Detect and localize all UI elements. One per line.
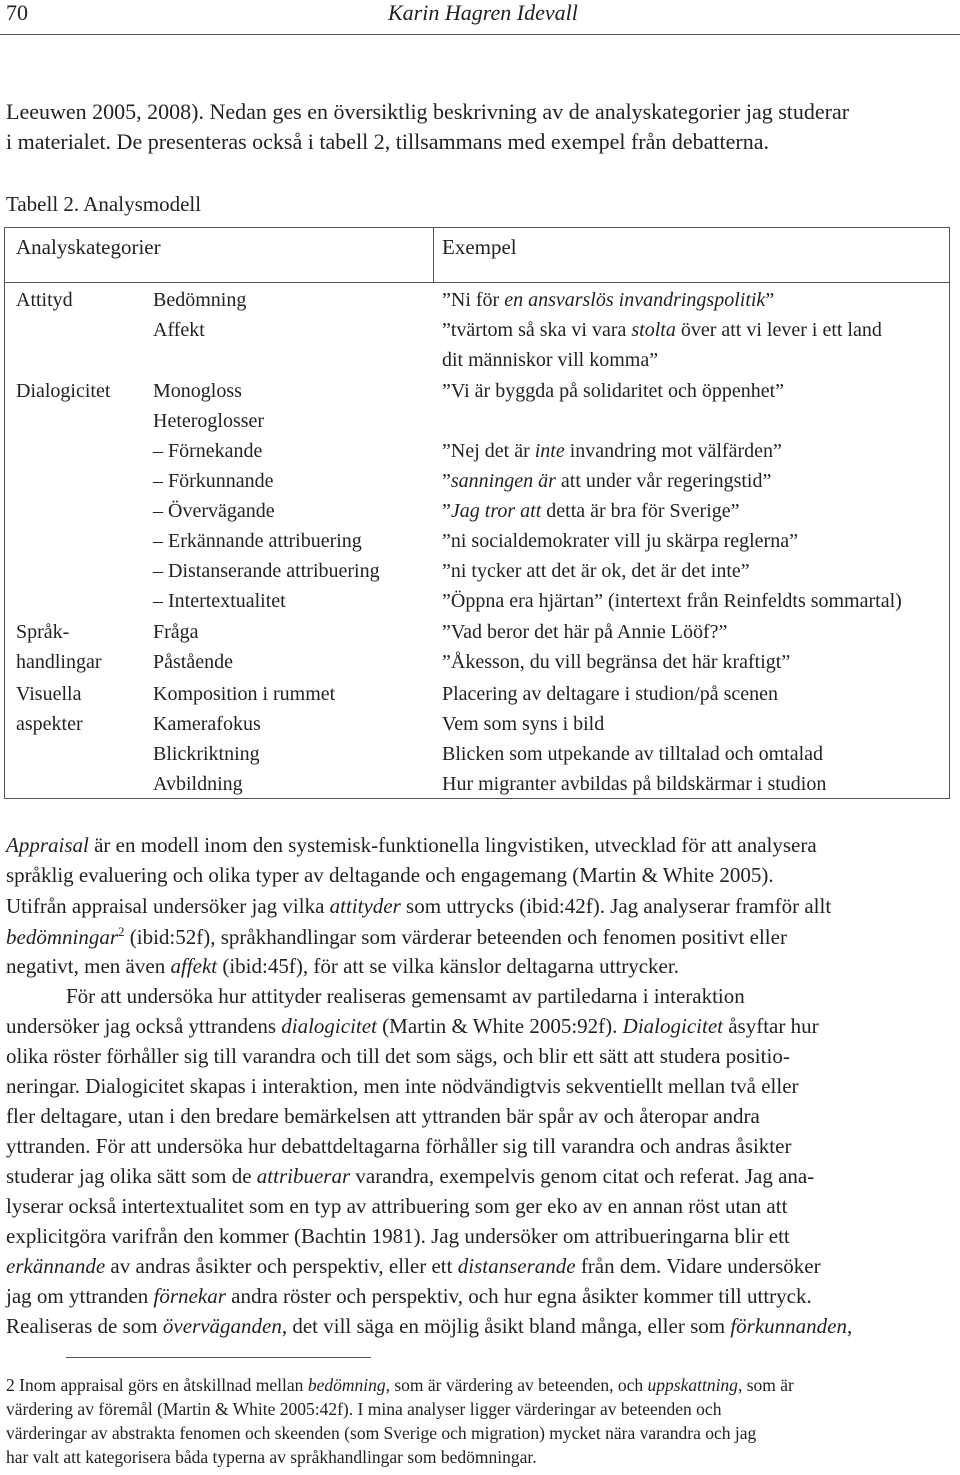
subcategory-cell: Kamerafokus [153,713,261,735]
example-cell: ”Vi är byggda på solidaritet och öppenhet” [442,380,785,402]
table-header-rule [5,282,949,283]
body-line: neringar. Dialogicitet skapas i interaktion, men inte nödvändigtvis sekventiellt mellan två eller [6,1074,799,1098]
example-cell: Blicken som utpekande av tilltalad och omtalad [442,743,824,765]
example-cell: ”Ni för en ansvarslös invandringspolitik” [442,289,775,311]
subcategory-cell: – Erkännande attribuering [153,530,362,552]
example-cell: ”Öppna era hjärtan” (intertext från Reinfeldts sommartal) [442,590,902,612]
body-line: Utifrån appraisal undersöker jag vilka attityder som uttrycks (ibid:42f). Jag analyserar framför allt [6,894,832,918]
subcategory-cell: – Förnekande [153,440,263,462]
body-line: erkännande av andras åsikter och perspektiv, eller ett distanserande från dem. Vidare undersöker [6,1254,821,1278]
subcategory-cell: Monogloss [153,380,242,402]
table-header-divider [433,228,434,282]
subcategory-cell: – Förkunnande [153,470,274,492]
intro-line-2: i materialet. De presenteras också i tabell 2, tillsammans med exempel från debatterna. [6,129,769,154]
category-cell: handlingar [16,651,102,673]
body-line: explicitgöra varifrån den kommer (Bachtin 1981). Jag undersöker om attribueringarna blir ett [6,1224,790,1248]
example-cell: ”Vad beror det här på Annie Lööf?” [442,621,728,643]
example-cell: ”Åkesson, du vill begränsa det här kraftigt” [442,651,791,673]
body-line: negativt, men även affekt (ibid:45f), för att se vilka känslor deltagarna uttrycker. [6,954,679,978]
example-cell: ”tvärtom så ska vi vara stolta över att vi lever i ett land [442,319,882,341]
subcategory-cell: – Distanserande attribuering [153,560,380,582]
subcategory-cell: Heteroglosser [153,410,265,432]
subcategory-cell: – Intertextualitet [153,590,286,612]
category-cell: Visuella [16,683,82,705]
footnote-rule [66,1357,371,1358]
body-line: undersöker jag också yttrandens dialogicitet (Martin & White 2005:92f). Dialogicitet åsyftar hur [6,1014,819,1038]
body-line: jag om yttranden förnekar andra röster och perspektiv, och hur egna åsikter kommer till uttryck. [6,1284,812,1308]
table-header-categories: Analyskategorier [16,235,161,259]
category-cell: aspekter [16,713,83,735]
body-line: fler deltagare, utan i den bredare bemärkelsen att yttranden bär spår av och återopar andra [6,1104,760,1128]
category-cell: Språk- [16,621,70,643]
subcategory-cell: Fråga [153,621,199,643]
table-caption: Tabell 2. Analysmodell [6,192,202,216]
subcategory-cell: Affekt [153,319,205,341]
footnote-line: 2 Inom appraisal görs en åtskillnad mellan bedömning, som är värdering av beteenden, och uppskattning, som är [6,1375,794,1395]
running-head-author: Karin Hagren Idevall [388,0,578,25]
example-cell: Hur migranter avbildas på bildskärmar i studion [442,773,827,795]
body-line: olika röster förhåller sig till varandra och till det som sägs, och blir ett sätt att studera positio- [6,1044,790,1068]
footnote-line: har valt att kategorisera båda typerna av språkhandlingar som bedömningar. [6,1447,537,1467]
subcategory-cell: Avbildning [153,773,243,795]
body-line: Realiseras de som överväganden, det vill säga en möjlig åsikt bland många, eller som förkunnanden, [6,1314,853,1338]
body-line: lyserar också intertextualitet som en typ av attribuering som ger eko av en annan röst utan att [6,1194,788,1218]
example-cell: Vem som syns i bild [442,713,605,735]
body-line: Appraisal är en modell inom den systemisk-funktionella lingvistiken, utvecklad för att analysera [6,833,817,857]
subcategory-cell: – Övervägande [153,500,275,522]
subcategory-cell: Komposition i rummet [153,683,336,705]
body-line: studerar jag olika sätt som de attribuerar varandra, exempelvis genom citat och referat. Jag ana- [6,1164,815,1188]
example-cell: ”ni socialdemokrater vill ju skärpa reglerna” [442,530,798,552]
intro-line-1: Leeuwen 2005, 2008). Nedan ges en översiktlig beskrivning av de analyskategorier jag studerar [6,99,850,124]
body-line: språklig evaluering och olika typer av deltagande och engagemang (Martin & White 2005). [6,863,774,887]
header-rule [0,34,960,35]
category-cell: Attityd [16,289,73,311]
body-line: bedömningar$^2$ (ibid:52f), språkhandlingar som värderar beteenden och fenomen positivt eller [6,924,787,949]
footnote-line: värderingar av abstrakta fenomen och skeenden (som Sverige och migration) mycket nära varandra och jag [6,1423,757,1443]
body-line: yttranden. För att undersöka hur debattdeltagarna förhåller sig till varandra och andras åsikter [6,1134,792,1158]
category-cell: Dialogicitet [16,380,111,402]
page-number: 70 [6,0,28,25]
subcategory-cell: Blickriktning [153,743,260,765]
example-cell: ”sanningen är att under vår regeringstid” [442,470,772,492]
body-line: För att undersöka hur attityder realiseras gemensamt av partiledarna i interaktion [66,984,745,1008]
example-cell: Placering av deltagare i studion/på scenen [442,683,778,705]
example-cell: ”Nej det är inte invandring mot välfärden” [442,440,782,462]
subcategory-cell: Bedömning [153,289,247,311]
subcategory-cell: Påstående [153,651,233,673]
footnote-line: värdering av föremål (Martin & White 2005:42f). I mina analyser ligger värderingar av beteenden och [6,1399,722,1419]
example-cell: ”ni tycker att det är ok, det är det inte” [442,560,750,582]
example-cell: ”Jag tror att detta är bra för Sverige” [442,500,740,522]
table-header-examples: Exempel [442,235,517,259]
example-cell: dit människor vill komma” [442,349,659,371]
